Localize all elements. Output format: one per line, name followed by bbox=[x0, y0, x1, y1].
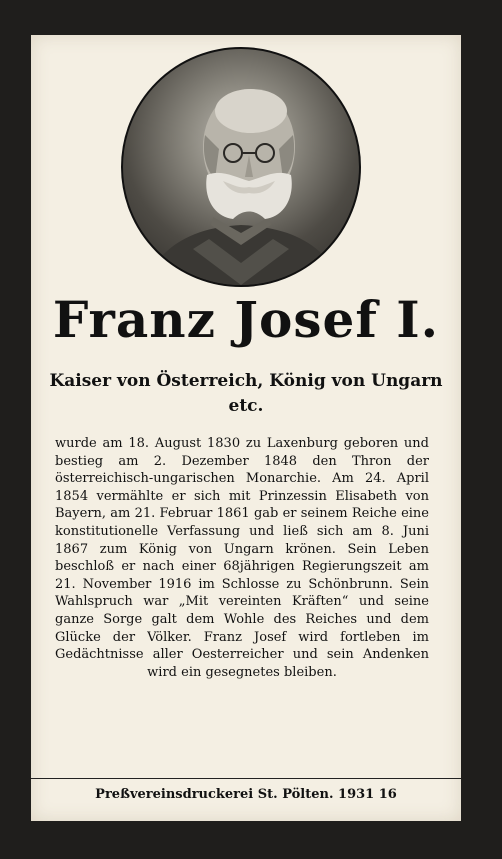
emperor-name-heading: Franz Josef I. bbox=[52, 290, 440, 349]
portrait-photo bbox=[121, 47, 361, 287]
card-paper bbox=[31, 35, 461, 821]
emperor-titles: Kaiser von Österreich, König von Ungarn etc. bbox=[49, 371, 443, 416]
divider-line bbox=[31, 778, 461, 779]
portrait-illustration bbox=[123, 49, 359, 285]
biography-text: wurde am 18. August 1830 zu Laxenburg geboren und bestieg am 2. Dezember 1848 den Thron der österreichisch-ungarischen Monarchie. Am 24. April 1854 vermählte er sich mit Prinzessin Elisabeth von Bayern, am 21. Februar 1861 gab er seinem Reiche eine konstitutionelle Verfassung und ließ sich am 8. Juni 1867 zum König von Ungarn krönen. Sein Leben beschloß er nach einer 68jährigen Regierungszeit am 21. November 1916 im Schlosse zu Schönbrunn. Sein Wahlspruch war „Mit vereinten Kräften“ und seine ganze Sorge galt dem Wohle des Reiches und dem Glücke der Völker. Franz Josef wird fortleben im Gedächtnisse aller Oesterreicher und sein Andenken wird ein gesegnetes bleiben. bbox=[55, 436, 429, 680]
printer-imprint: Preßvereinsdruckerei St. Pölten. 1931 16 bbox=[95, 787, 397, 802]
